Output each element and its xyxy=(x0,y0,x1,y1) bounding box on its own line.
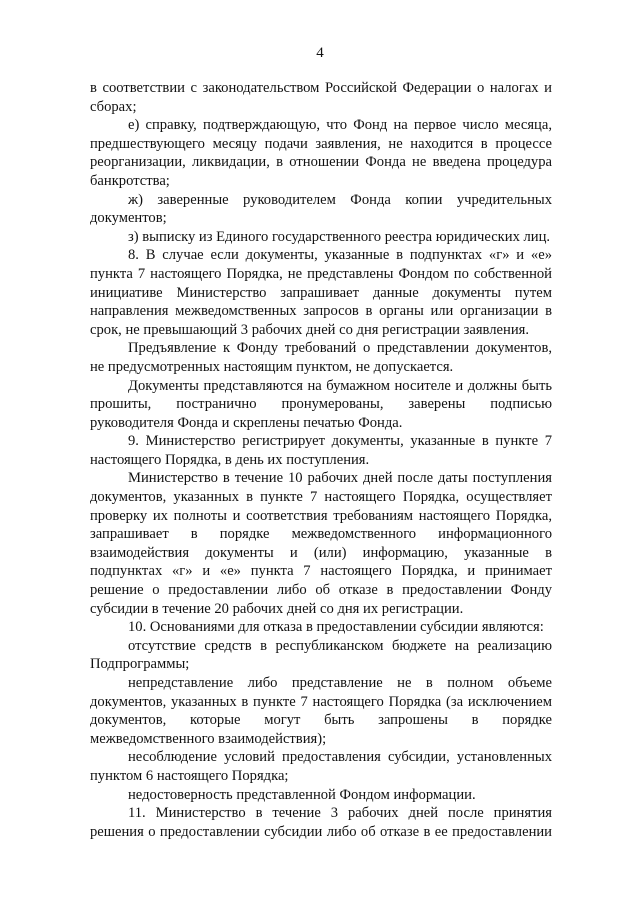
paragraph-refusal-reason-1: отсутствие средств в республиканском бюджете на реализацию Подпрограммы; xyxy=(90,637,552,673)
paragraph-clause-8: 8. В случае если документы, указанные в подпунктах «г» и «е» пункта 7 настоящего Порядка, не представлены Фондом по собственной инициативе Министерство запрашивает данные документы путем направления межведомственных запросов в органы или организации в срок, не превышающий 3 рабочих дней со дня регистрации заявления. xyxy=(90,247,552,338)
paragraph-refusal-reason-3: несоблюдение условий предоставления субсидии, установленных пунктом 6 настоящего Порядка; xyxy=(90,749,552,784)
paragraph-requirements: Предъявление к Фонду требований о представлении документов, не предусмотренных настоящим пунктом, не допускается. xyxy=(90,340,552,375)
paragraph-clause-9: 9. Министерство регистрирует документы, указанные в пункте 7 настоящего Порядка, в день их поступления. xyxy=(90,433,552,468)
paragraph-item-e: е) справку, подтверждающую, что Фонд на первое число месяца, предшествующего месяцу подачи заявления, не находится в процессе реорганизации, ликвидации, в отношении Фонда не введена процедура банкротства; xyxy=(90,117,552,189)
paragraph-clause-11: 11. Министерство в течение 3 рабочих дней после принятия решения о предоставлении субсидии либо об отказе в ее предоставлении xyxy=(90,805,552,840)
paragraph-continuation: в соответствии с законодательством Российской Федерации о налогах и сборах; xyxy=(90,80,552,115)
paragraph-paper-documents: Документы представляются на бумажном носителе и должны быть прошиты, постранично пронумерованы, заверены подписью руководителя Фонда и скреплены печатью Фонда. xyxy=(90,377,552,431)
paragraph-review-period: Министерство в течение 10 рабочих дней после даты поступления документов, указанных в пункте 7 настоящего Порядка, осуществляет проверку их полноты и соответствия требованиям настоящего Порядка, запрашивает в порядке межведомственного информационного взаимодействия документы и (или) информацию, указанные в подпунктах «г» и «е» пункта 7 настоящего Порядка, и принимает решение о предоставлении либо об отказе в предоставлении Фонду субсидии в течение 20 рабочих дней со дня их регистрации. xyxy=(90,470,552,617)
paragraph-item-zh: ж) заверенные руководителем Фонда копии учредительных документов; xyxy=(90,191,552,227)
document-body xyxy=(90,79,552,841)
page-number: 4 xyxy=(316,45,324,61)
paragraph-refusal-reason-4: недостоверность представленной Фондом информации. xyxy=(128,786,476,803)
paragraph-refusal-reason-2: непредставление либо представление не в полном объеме документов, указанных в пункте 7 настоящего Порядка (за исключением документов, которые могут быть запрошены в порядке межведомственного взаимодействия); xyxy=(90,675,552,747)
paragraph-clause-10: 10. Основаниями для отказа в предоставлении субсидии являются: xyxy=(128,619,544,636)
paragraph-item-z: з) выписку из Единого государственного реестра юридических лиц. xyxy=(128,228,551,245)
